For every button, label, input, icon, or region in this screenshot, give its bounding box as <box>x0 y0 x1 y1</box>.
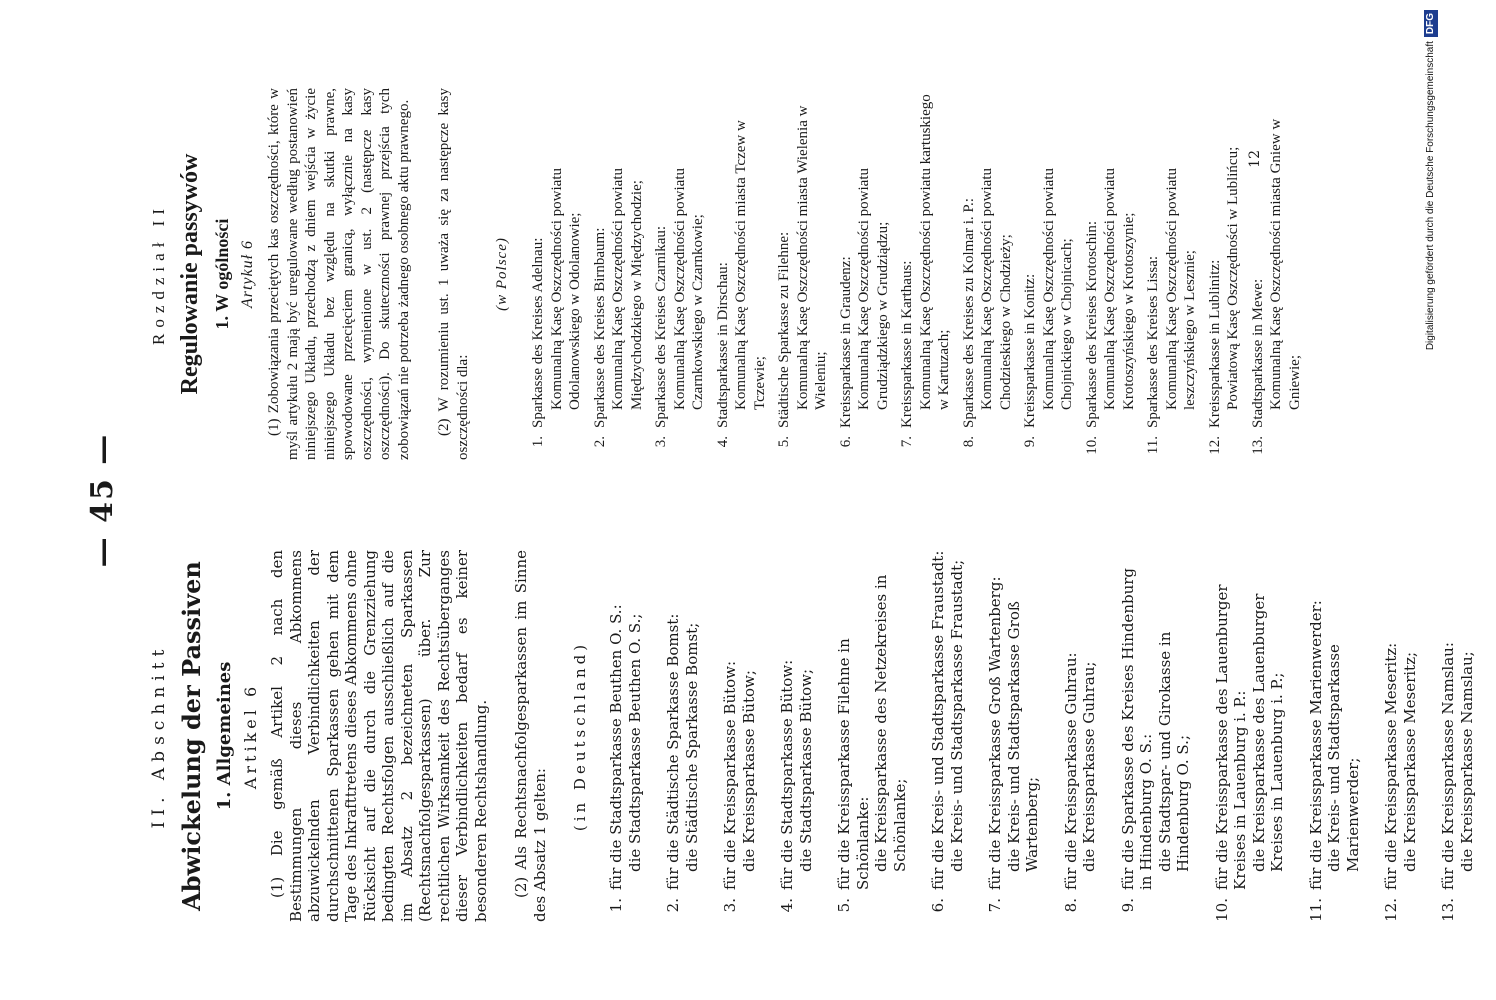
entry-successor: die Kreissparkasse Guhrau; <box>1080 661 1098 872</box>
paragraph-2: (2) W rozumieniu ust. 1 uważa się za następcze kasy oszczędności dla: <box>436 88 471 460</box>
entry-source: Kreissparkasse in Graudenz: <box>837 256 854 428</box>
entry-number: 1. <box>607 898 625 913</box>
entry-successor: Komunalną Kasę Oszczędności miasta Gniew w Gniewie; <box>1268 118 1303 410</box>
entry-successor: Komunalną Kasę Oszczędności powiatu Chodzieskiego w Chodzieży; <box>979 167 1014 410</box>
entry-number: 6. <box>837 436 854 448</box>
entry-source: für die Städtische Sparkasse Bomst: <box>664 613 682 890</box>
entry-source: Stadtsparkasse in Mewe: <box>1249 278 1266 428</box>
entry-successor: Komunalną Kasę Oszczędności miasta Wielenia w Wieleniu; <box>794 105 829 410</box>
list-item <box>929 550 966 922</box>
entry-number: 11. <box>1306 898 1325 922</box>
entry-source: für die Kreissparkasse Bütow: <box>721 660 739 890</box>
entry-number: 2. <box>591 436 608 448</box>
list-item <box>1144 88 1200 460</box>
entry-successor: die Kreis- und Stadtsparkasse Marienwerder; <box>1325 644 1362 872</box>
footer-page-number: 12 <box>1247 150 1263 168</box>
entry-number: 9. <box>1022 436 1038 448</box>
entry-source: für die Kreissparkasse Filehne in Schönlanke: <box>835 638 872 890</box>
entry-number: 9. <box>1118 898 1137 913</box>
list-item <box>1119 550 1193 922</box>
section-title: Regulowanie passywów <box>177 153 203 395</box>
subsection-title: 1. Allgemeines <box>214 661 235 811</box>
paragraph-1: (1) Die gemäß Artikel 2 nach den Bestimmungen dieses Abkommens abzuwickelnden Verbindlichkeiten der durchschnittenen Sparkassen gehen mit dem Tage des Inkrafttretens dieses Abkommens ohne Rücksicht auf die durch die Grenzziehung bedingten Rechtsfolgen ausschließlich auf die im Absatz 2 bezeichneten Sparkassen (Rechtsnachfolgesparkassen) über. Zur rechtlichen Wirksamkeit des Rechtsüberganges dieser Verbindlichkeiten bedarf es keiner besonderen Rechtshandlung. <box>268 550 490 922</box>
entry-number: 6. <box>929 898 947 913</box>
list-item <box>1439 550 1476 922</box>
polish-column <box>149 88 1310 460</box>
list-item <box>607 550 644 922</box>
entry-number: 4. <box>778 898 796 913</box>
entry-list <box>529 88 1304 460</box>
list-item <box>664 550 701 922</box>
entry-source: Städtische Sparkasse zu Filehne: <box>776 231 792 428</box>
list-item <box>775 88 831 460</box>
list-item <box>986 550 1042 922</box>
article-title: Artykuł 6 <box>239 239 256 309</box>
entry-number: 7. <box>899 436 915 448</box>
entry-number: 3. <box>653 436 669 448</box>
entry-successor: Komunalną Kasę Oszczędności miasta Tczew w Tczewie; <box>733 120 768 410</box>
entry-source: für die Kreissparkasse Namslau: <box>1439 642 1457 890</box>
entry-number: 8. <box>960 436 977 448</box>
entry-successor: Komunalną Kasę Oszczędności powiatu leszczyńskiego w Lesznie; <box>1163 167 1198 410</box>
entry-source: Kreissparkasse in Konitz: <box>1022 273 1038 428</box>
location-label: (w Polsce) <box>494 237 510 311</box>
list-item <box>1062 550 1099 922</box>
page-number: — 45 — <box>85 432 120 568</box>
entry-source: Kreissparkasse in Karthaus: <box>899 260 915 428</box>
entry-successor: die Kreissparkasse Bütow; <box>739 670 758 872</box>
list-item <box>652 88 708 460</box>
list-item <box>835 550 909 922</box>
entry-source: für die Kreissparkasse Marienwerder: <box>1306 600 1325 890</box>
entry-successor: Komunalną Kasę Oszczędności powiatu Grudziądzkiego w Grudziądzu; <box>856 167 891 410</box>
entry-source: Sparkasse des Kreises Lissa: <box>1145 255 1161 428</box>
entry-successor: Komunalną Kasę Oszczędności powiatu kartuskiego w Kartuzach; <box>917 94 952 410</box>
list-item <box>591 88 647 460</box>
subsection-title: 1. W ogólności <box>212 218 232 330</box>
entry-source: für die Kreis- und Stadtsparkasse Fraustadt: <box>929 550 947 890</box>
entry-number: 8. <box>1061 898 1080 913</box>
entry-source: Sparkasse des Kreises Adelnau: <box>530 237 546 428</box>
entry-source: für die Sparkasse des Kreises Hindenburg in Hindenburg O. S.: <box>1118 567 1155 890</box>
list-item <box>1206 88 1243 460</box>
list-item <box>1382 550 1419 922</box>
entry-successor: Komunalną Kasę Oszczędności powiatu Odolanowskiego w Odolanowie; <box>548 167 583 410</box>
entry-successor: die Stadtsparkasse Bütow; <box>796 668 815 872</box>
location-label: (in Deutschland) <box>571 640 589 832</box>
list-item <box>778 550 815 922</box>
entry-source: für die Kreissparkasse Meseritz: <box>1382 642 1400 890</box>
entry-successor: die Kreis- und Stadtsparkasse Fraustadt; <box>947 559 966 872</box>
entry-successor: Komunalną Kasę Oszczędności powiatu Czarnkowskiego w Czarnkowie; <box>671 167 706 410</box>
list-item <box>529 88 585 460</box>
entry-successor: die Stadtsparkasse Beuthen O. S.; <box>625 613 644 872</box>
list-item <box>1021 88 1077 460</box>
entry-source: Kreissparkasse in Lublinitz: <box>1206 259 1223 428</box>
entry-successor: die Kreissparkasse Namslau; <box>1457 651 1476 872</box>
entry-successor: die Städtische Sparkasse Bomst; <box>682 622 701 872</box>
entry-source: Sparkasse des Kreises zu Kolmar i. P.: <box>960 198 977 428</box>
entry-successor: die Kreissparkasse Meseritz; <box>1400 651 1419 872</box>
entry-source: für die Kreissparkasse des Lauenburger Kreises in Lauenburg i. P.: <box>1212 584 1249 890</box>
entry-number: 3. <box>721 898 739 913</box>
entry-source: für die Stadtsparkasse Beuthen O. S.: <box>607 604 625 890</box>
section-label: II. Abschnitt <box>149 643 169 829</box>
entry-source: Stadtsparkasse in Dirschau: <box>714 262 731 428</box>
entry-successor: die Kreis- und Stadtsparkasse Groß Wartenberg; <box>1004 601 1041 872</box>
entry-source: Sparkasse des Kreises Birnbaum: <box>591 227 608 428</box>
digitization-credit <box>1424 10 1438 390</box>
paragraph-2: (2) Als Rechtsnachfolgesparkassen im Sinne des Absatz 1 gelten: <box>512 550 549 922</box>
dfg-logo: DFG <box>1424 10 1438 37</box>
section-label: Rozdział II <box>149 203 168 345</box>
entry-successor: Komunalną Kasę Oszczędności powiatu Krotoszyńskiego w Krotoszynie; <box>1102 167 1137 410</box>
entry-number: 13. <box>1439 898 1457 922</box>
list-item <box>898 88 954 460</box>
entry-number: 11. <box>1145 436 1161 455</box>
entry-source: für die Kreissparkasse Groß Wartenberg: <box>986 576 1004 890</box>
entry-successor: Komunalną Kasę Oszczędności powiatu Chojnickiego w Chojnicach; <box>1040 167 1075 410</box>
list-item <box>721 550 758 922</box>
entry-successor: die Kreissparkasse des Netzekreises in Schönlanke; <box>872 574 909 872</box>
entry-successor: Powiatową Kasę Oszczędności w Lublińcu; <box>1225 146 1241 410</box>
entry-source: für die Kreissparkasse Guhrau: <box>1061 652 1080 890</box>
list-item <box>1083 88 1139 460</box>
section-title: Abwickelung der Passiven <box>177 561 206 911</box>
entry-number: 1. <box>530 436 546 448</box>
german-column <box>149 550 1496 922</box>
entry-successor: die Kreissparkasse des Lauenburger Kreises in Lauenburg i. P.; <box>1249 593 1286 872</box>
entry-number: 10. <box>1083 436 1100 455</box>
entry-list <box>607 550 1476 922</box>
entry-successor: Komunalną Kasę Oszczędności powiatu Międzychodzkiego w Międzychodzie; <box>610 167 645 410</box>
list-item <box>1307 550 1363 922</box>
list-item <box>714 88 770 460</box>
entry-number: 12. <box>1206 436 1223 455</box>
entry-number: 5. <box>776 436 792 448</box>
digitization-note: Digitalisierung gefördert durch die Deutsche Forschungsgemeinschaft <box>1425 41 1436 351</box>
entry-source: Sparkasse des Kreises Krotoschin: <box>1083 220 1100 428</box>
entry-number: 2. <box>664 898 682 913</box>
entry-number: 10. <box>1212 898 1231 922</box>
entry-number: 12. <box>1382 898 1400 922</box>
entry-number: 5. <box>835 898 853 913</box>
article-title: Artikel 6 <box>241 682 260 790</box>
entry-number: 13. <box>1249 436 1266 455</box>
entry-number: 4. <box>714 436 731 448</box>
entry-number: 7. <box>986 898 1004 913</box>
list-item <box>837 88 893 460</box>
entry-successor: die Stadtspar- und Girokasse in Hindenburg O. S.; <box>1155 631 1192 872</box>
entry-source: Sparkasse des Kreises Czarnikau: <box>653 225 669 428</box>
paragraph-1: (1) Zobowiązania przeciętych kas oszczędności, które w myśl artykułu 2 mają być uregulowane według postanowień niniejszego Układu, przechodzą z dniem wejścia w życie niniejszego Układu bez względu na skutki prawne, spowodowane przecięciem granicą, wyłącznie na kasy oszczędności, wymienione w ust. 2 (następcze kasy oszczędności). Do skuteczności prawnej przejścia tych zobowiązań nie potrzeba żadnego osobnego aktu prawnego. <box>266 88 412 460</box>
entry-source: für die Stadtsparkasse Bütow: <box>778 659 796 890</box>
list-item <box>960 88 1016 460</box>
